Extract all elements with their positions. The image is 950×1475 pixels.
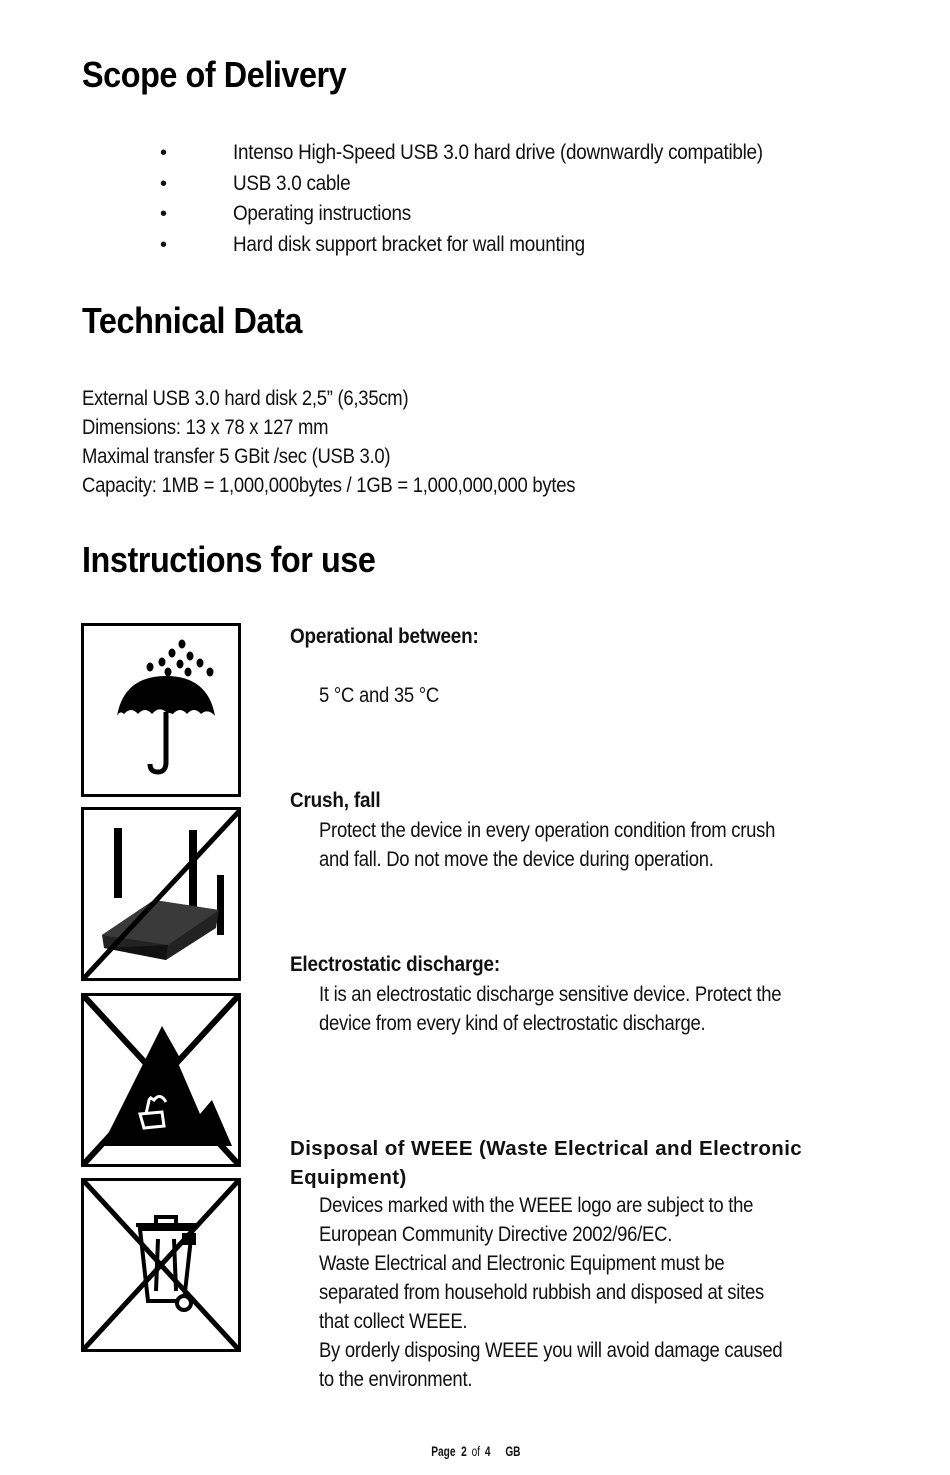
bullet-icon: • <box>160 233 168 256</box>
electrostatic-discharge-title: Electrostatic discharge: <box>290 953 500 976</box>
tech-line: Maximal transfer 5 GBit /sec (USB 3.0) <box>82 445 391 468</box>
page-footer <box>0 1443 950 1459</box>
section-line: It is an electrostatic discharge sensitive device. Protect the <box>319 983 782 1006</box>
list-item <box>160 199 822 230</box>
page-of-label: of <box>471 1443 480 1459</box>
page-label: Page <box>430 1443 455 1459</box>
bullet-icon: • <box>160 172 168 195</box>
weee-crossed-bin-icon <box>81 1178 241 1352</box>
list-item <box>160 138 822 169</box>
list-item <box>160 169 822 200</box>
page-total: 4 <box>484 1443 490 1459</box>
crush-fall-text <box>319 816 837 874</box>
tech-line: External USB 3.0 hard disk 2,5” (6,35cm) <box>82 387 409 410</box>
section-line: 5 °C and 35 °C <box>319 684 439 707</box>
weee-disposal-text <box>319 1191 846 1394</box>
umbrella-rain-icon <box>81 623 241 797</box>
bullet-icon: • <box>160 203 168 225</box>
tech-line: Capacity: 1MB = 1,000,000bytes / 1GB = 1,000,000,000 bytes <box>82 474 576 497</box>
tech-line: Dimensions: 13 x 78 x 127 mm <box>82 416 329 439</box>
section-line: separated from household rubbish and disposed at sites <box>319 1281 764 1304</box>
section-line: Devices marked with the WEEE logo are subject to the <box>319 1194 754 1217</box>
crush-fall-icon <box>81 807 241 981</box>
list-item-text: Intenso High-Speed USB 3.0 hard drive (downwardly compatible) <box>233 141 763 164</box>
section-line: and fall. Do not move the device during operation. <box>319 848 714 871</box>
section-line: Waste Electrical and Electronic Equipment must be <box>319 1252 725 1275</box>
list-item-text: USB 3.0 cable <box>233 171 351 195</box>
bullet-icon: • <box>160 142 168 164</box>
section-line: device from every kind of electrostatic discharge. <box>319 1012 706 1035</box>
instructions-heading: Instructions for use <box>82 539 376 580</box>
language-code: GB <box>504 1443 520 1459</box>
technical-data-heading: Technical Data <box>82 300 302 341</box>
section-line: Protect the device in every operation condition from crush <box>319 819 776 842</box>
technical-data-block <box>82 384 642 500</box>
section-line: By orderly disposing WEEE you will avoid damage caused <box>319 1339 783 1362</box>
section-line: that collect WEEE. <box>319 1310 468 1333</box>
section-line: to the environment. <box>319 1368 473 1391</box>
electrostatic-discharge-text <box>319 980 844 1038</box>
weee-disposal-title: Disposal of WEEE (Waste Electrical and Electronic Equipment) <box>290 1137 803 1189</box>
list-item-text: Hard disk support bracket for wall mounting <box>233 232 585 256</box>
page-current: 2 <box>460 1443 467 1459</box>
crush-fall-title: Crush, fall <box>290 789 381 812</box>
operational-range-title: Operational between: <box>290 625 479 648</box>
list-item <box>160 230 822 261</box>
section-line: European Community Directive 2002/96/EC. <box>319 1223 673 1246</box>
operational-range-text <box>319 681 455 710</box>
scope-of-delivery-list <box>160 138 822 260</box>
list-item-text: Operating instructions <box>233 202 411 225</box>
esd-warning-icon <box>81 993 241 1167</box>
scope-of-delivery-heading: Scope of Delivery <box>82 54 347 95</box>
